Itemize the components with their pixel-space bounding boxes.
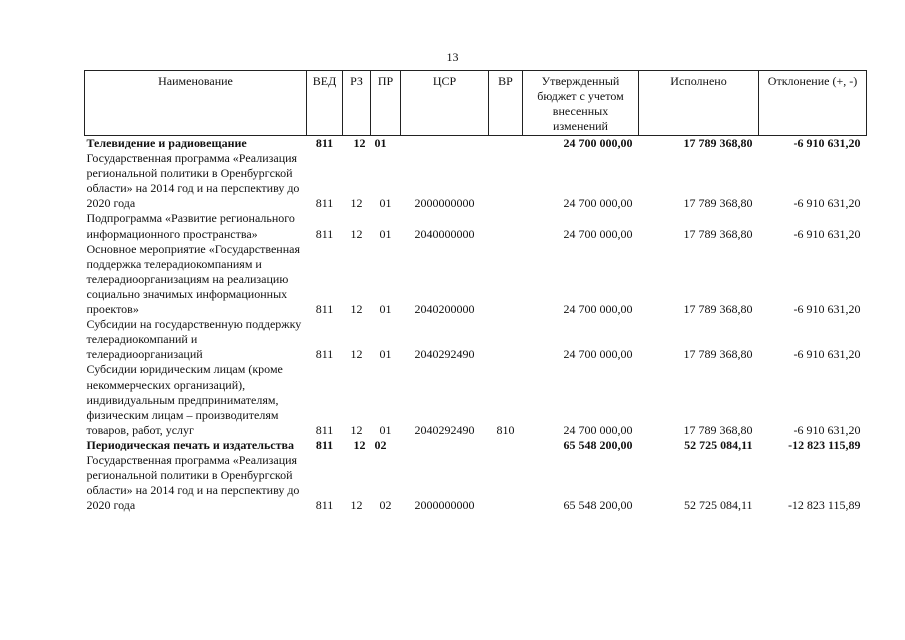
cell-vr xyxy=(489,242,523,317)
cell-pr: 01 xyxy=(374,136,387,150)
cell-deviation: -6 910 631,20 xyxy=(793,226,861,241)
header-name: Наименование xyxy=(85,71,307,136)
page-number: 13 xyxy=(446,50,459,64)
table-row xyxy=(85,151,867,211)
cell-rz: 12 xyxy=(350,196,363,211)
cell-vr xyxy=(489,151,523,211)
cell-rz: 12 xyxy=(350,226,363,241)
cell-csr: 2000000000 xyxy=(414,498,475,513)
cell-deviation: -6 910 631,20 xyxy=(793,196,861,211)
cell-csr: 2040292490 xyxy=(414,422,475,437)
cell-ved: 811 xyxy=(315,437,334,452)
cell-ved: 811 xyxy=(315,136,334,150)
table-row xyxy=(85,362,867,437)
header-rz: РЗ xyxy=(343,71,371,136)
table-header xyxy=(85,71,867,136)
cell-pr: 01 xyxy=(379,347,392,362)
cell-pr: 02 xyxy=(374,437,387,452)
cell-deviation: -6 910 631,20 xyxy=(793,136,861,150)
cell-executed: 52 725 084,11 xyxy=(684,437,753,452)
cell-budget: 24 700 000,00 xyxy=(563,226,633,241)
cell-name: Субсидии на государственную поддержку телерадиокомпаний и телерадиоорганизаций xyxy=(86,317,302,362)
cell-budget: 24 700 000,00 xyxy=(563,136,633,150)
cell-name: Подпрограмма «Развитие регионального информационного пространства» xyxy=(86,211,295,241)
cell-executed: 17 789 368,80 xyxy=(683,196,753,211)
cell-vr xyxy=(489,453,523,513)
cell-budget: 24 700 000,00 xyxy=(563,302,633,317)
cell-vr xyxy=(489,136,523,152)
cell-deviation: -6 910 631,20 xyxy=(793,422,861,437)
cell-ved: 811 xyxy=(315,226,334,241)
cell-executed: 17 789 368,80 xyxy=(683,302,753,317)
cell-pr: 01 xyxy=(379,226,392,241)
cell-name: Телевидение и радиовещание xyxy=(86,136,247,150)
cell-budget: 24 700 000,00 xyxy=(563,422,633,437)
cell-budget: 24 700 000,00 xyxy=(563,196,633,211)
cell-executed: 17 789 368,80 xyxy=(683,136,753,150)
cell-ved: 811 xyxy=(315,498,334,513)
cell-csr: 2040000000 xyxy=(414,226,475,241)
table-row xyxy=(85,453,867,513)
table-row xyxy=(85,136,867,152)
cell-executed: 52 725 084,11 xyxy=(683,498,753,513)
cell-ved: 811 xyxy=(315,347,334,362)
header-pr: ПР xyxy=(371,71,401,136)
cell-executed: 17 789 368,80 xyxy=(683,226,753,241)
cell-vr xyxy=(489,211,523,241)
cell-rz: 12 xyxy=(350,302,363,317)
table-row xyxy=(85,211,867,241)
header-ved: ВЕД xyxy=(307,71,343,136)
cell-pr: 01 xyxy=(379,302,392,317)
cell-rz: 12 xyxy=(350,347,363,362)
cell-rz: 12 xyxy=(353,136,366,150)
cell-budget: 65 548 200,00 xyxy=(563,437,633,452)
cell-csr: 2040200000 xyxy=(414,302,475,317)
cell-vr xyxy=(489,317,523,362)
table-row xyxy=(85,242,867,317)
cell-csr xyxy=(401,438,489,453)
cell-csr xyxy=(401,136,489,152)
header-deviation: Отклонение (+, -) xyxy=(759,71,867,136)
cell-budget: 24 700 000,00 xyxy=(563,347,633,362)
cell-csr: 2040292490 xyxy=(414,347,475,362)
header-executed: Исполнено xyxy=(639,71,759,136)
cell-ved: 811 xyxy=(315,422,334,437)
cell-rz: 12 xyxy=(350,498,363,513)
cell-vr: 810 xyxy=(496,422,515,437)
cell-deviation: -12 823 115,89 xyxy=(787,498,861,513)
cell-pr: 02 xyxy=(379,498,392,513)
cell-name: Периодическая печать и издательства xyxy=(86,437,295,452)
cell-deviation: -6 910 631,20 xyxy=(793,302,861,317)
cell-executed: 17 789 368,80 xyxy=(683,347,753,362)
cell-name: Субсидии юридическим лицам (кроме некоммерческих организаций), индивидуальным предпринимателям, физическим лицам – производителям товаров, работ, услуг xyxy=(86,362,283,437)
cell-vr xyxy=(489,438,523,453)
cell-rz: 12 xyxy=(353,437,366,452)
cell-deviation: -12 823 115,89 xyxy=(788,437,861,452)
header-csr: ЦСР xyxy=(401,71,489,136)
cell-name: Государственная программа «Реализация региональной политики в Оренбургской области» на 2014 год и на перспективу до 2020 года xyxy=(86,452,300,513)
table-row xyxy=(85,438,867,453)
table-row xyxy=(85,317,867,362)
cell-name: Государственная программа «Реализация региональной политики в Оренбургской области» на 2014 год и на перспективу до 2020 года xyxy=(86,151,300,211)
cell-ved: 811 xyxy=(315,302,334,317)
cell-deviation: -6 910 631,20 xyxy=(793,347,861,362)
cell-budget: 65 548 200,00 xyxy=(563,498,633,513)
cell-name: Основное мероприятие «Государственная поддержка телерадиокомпаниям и телерадиоорганизациям на реализацию социально значимых информационных проектов» xyxy=(86,241,300,317)
header-budget: Утвержденный бюджет с учетом внесенных изменений xyxy=(523,71,639,136)
cell-csr: 2000000000 xyxy=(414,196,475,211)
cell-rz: 12 xyxy=(350,422,363,437)
cell-executed: 17 789 368,80 xyxy=(683,422,753,437)
cell-ved: 811 xyxy=(315,196,334,211)
cell-pr: 01 xyxy=(379,196,392,211)
header-vr: ВР xyxy=(489,71,523,136)
cell-pr: 01 xyxy=(379,422,392,437)
budget-table xyxy=(84,70,867,513)
